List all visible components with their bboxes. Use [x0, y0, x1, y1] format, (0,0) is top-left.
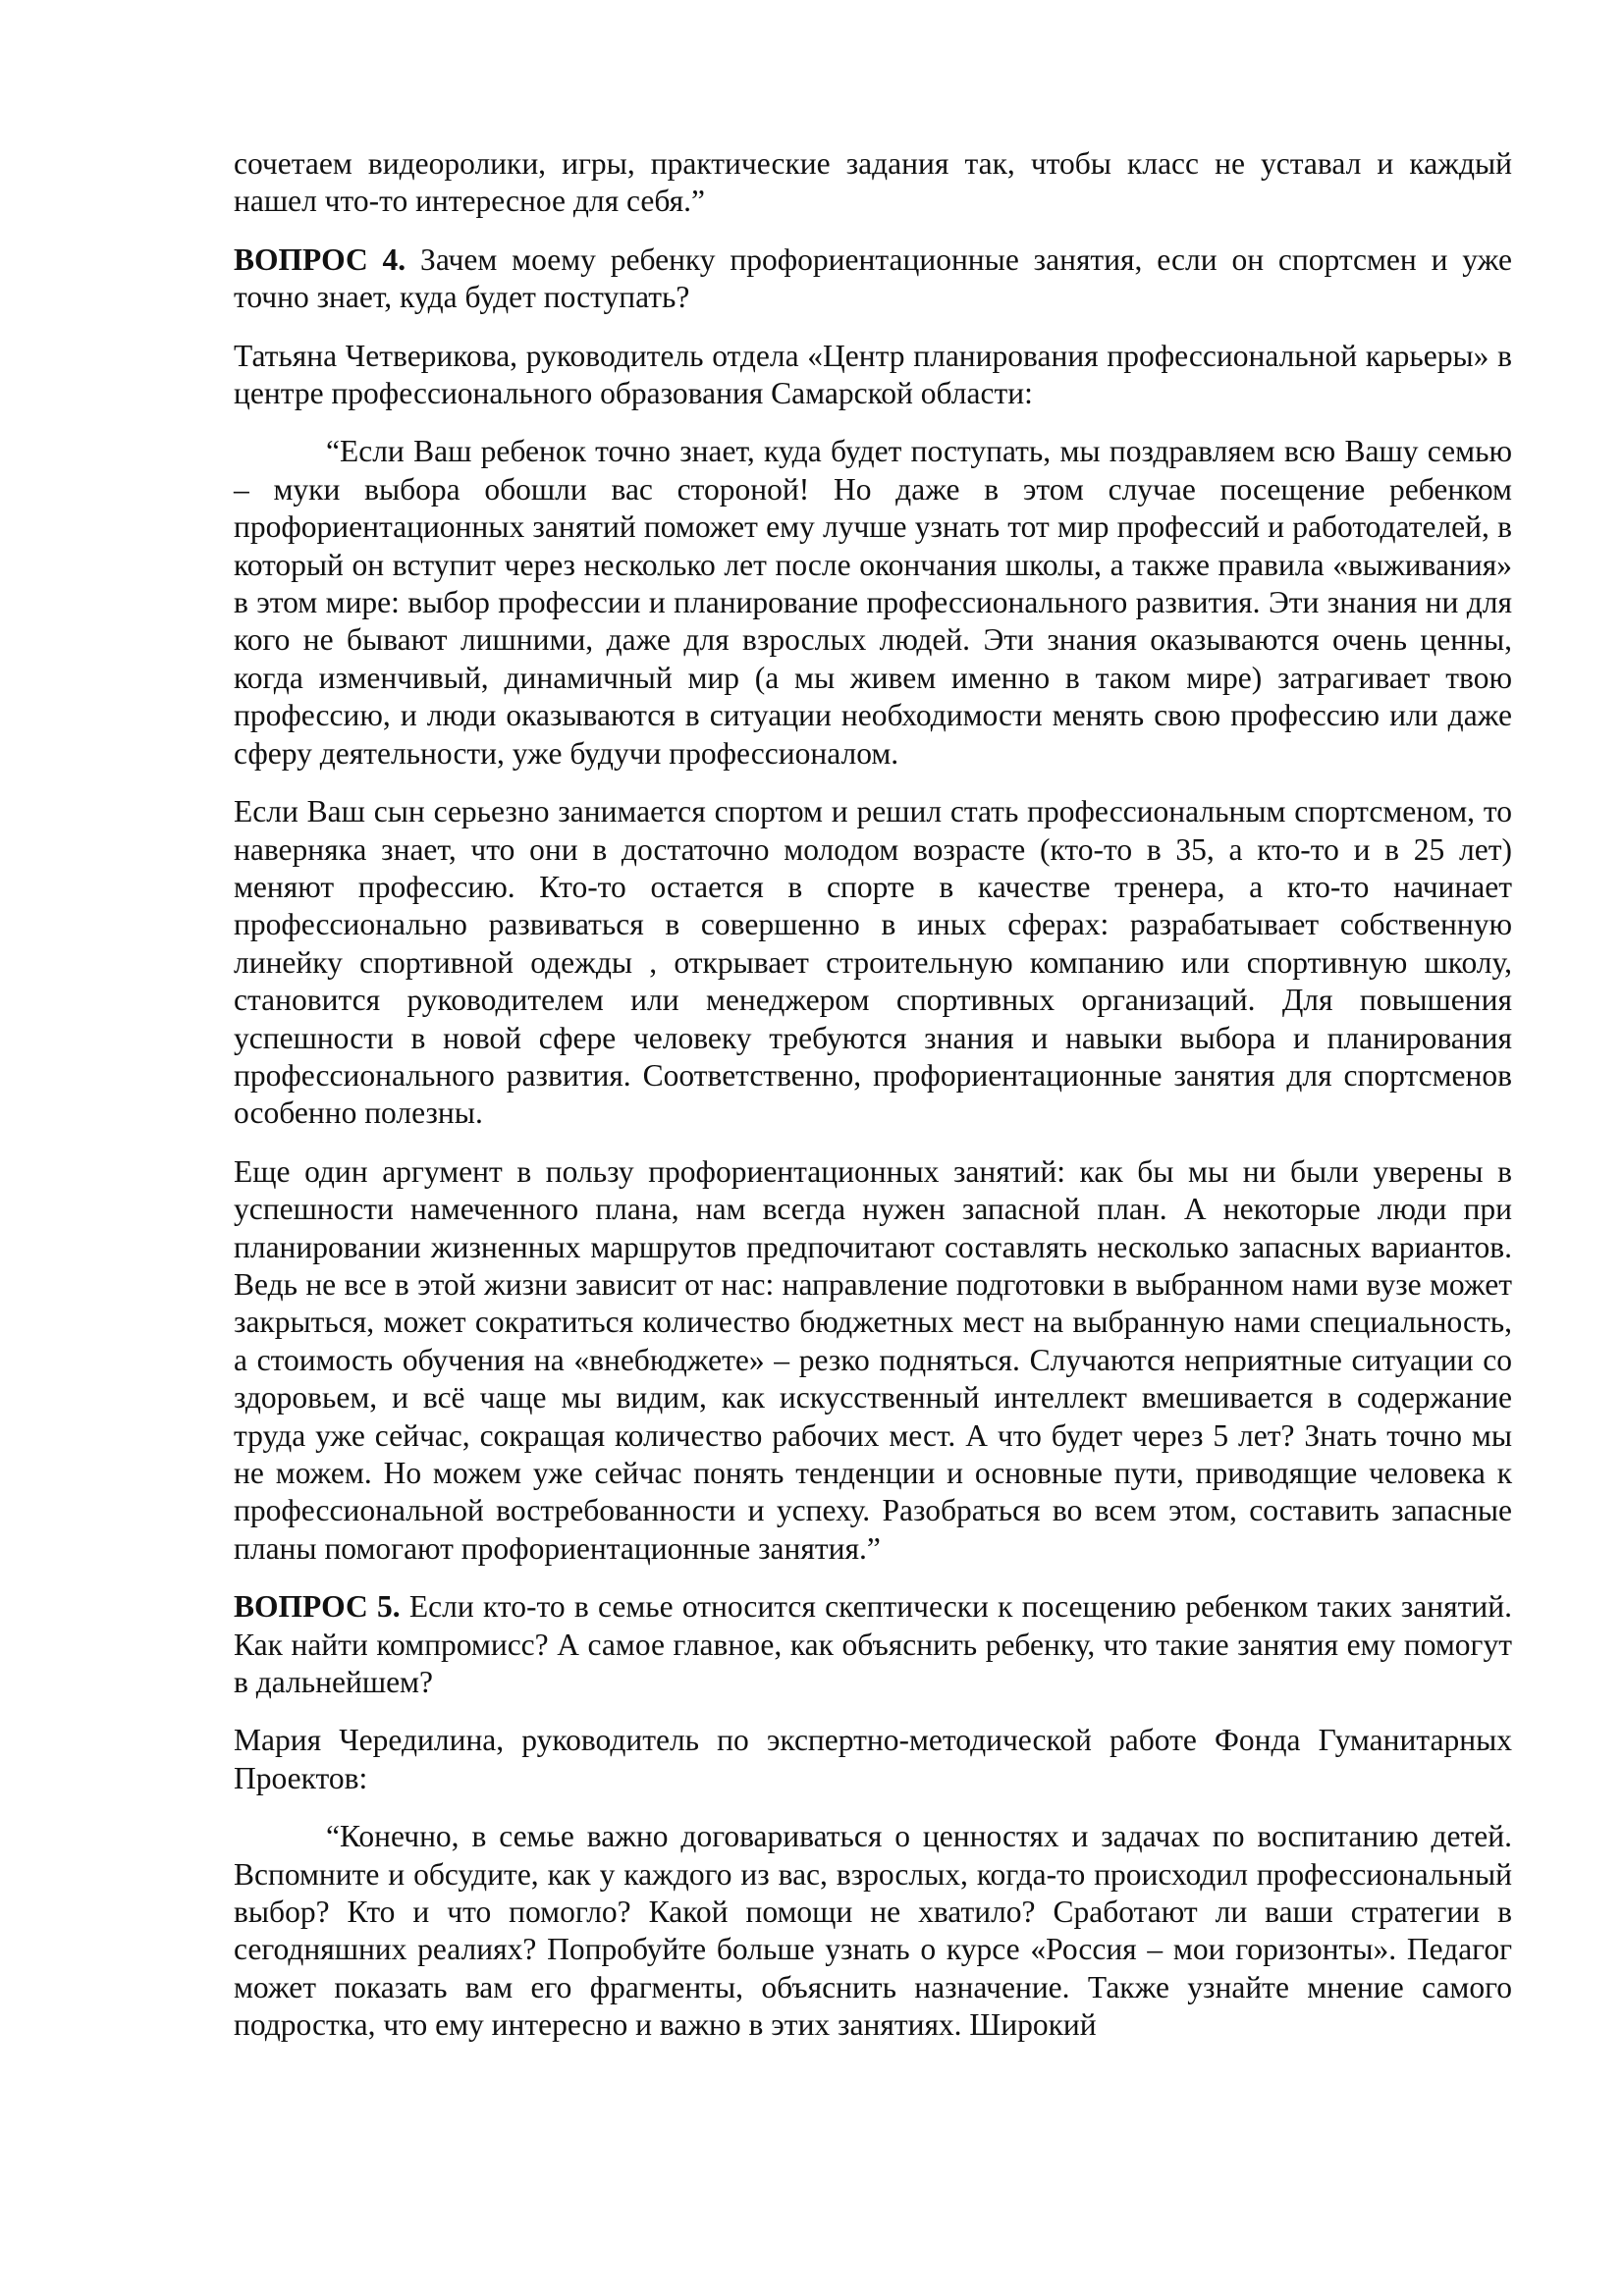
answer-4-paragraph-2: Если Ваш сын серьезно занимается спортом и решил стать профессиональным спортсменом, то наверняка знает, что они в достаточно молодом возрасте (кто-то в 35, а кто-то и в 25 лет) меняют профессию. Кто-то остается в спорте в качестве тренера, а кто-то начинает профессионально развиваться в совершенно в иных сферах: разрабатывает собственную линейку спортивной одежды , открывает строительную компанию или спортивную школу, становится руководителем или менеджером спортивных организаций. Для повышения успешности в новой сфере человеку требуются знания и навыки выбора и планирования профессионального развития. Соответственно, профориентационные занятия для спортсменов особенно полезны. [234, 794, 1512, 1131]
paragraph-continuation: сочетаем видеоролики, игры, практические задания так, чтобы класс не уставал и каждый нашел что-то интересное для себя.” [234, 146, 1512, 219]
question-4-label: ВОПРОС 4. [234, 241, 406, 277]
answer-4-paragraph-1: “Если Ваш ребенок точно знает, куда будет поступать, мы поздравляем всю Вашу семью – муки выбора обошли вас стороной! Но даже в этом случае посещение ребенком профориентационных занятий поможет ему лучше узнать тот мир профессий и работодателей, в который он вступит через несколько лет после окончания школы, а также правила «выживания» в этом мире: выбор профессии и планирование профессионального развития. Эти знания ни для кого не бывают лишними, даже для взрослых людей. Эти знания оказываются очень ценны, когда изменчивый, динамичный мир (а мы живем именно в таком мире) затрагивает твою профессию, и люди оказываются в ситуации необходимости менять свою профессию или даже сферу деятельности, уже будучи профессионалом. [234, 434, 1512, 771]
speaker-5: Мария Чередилина, руководитель по экспертно-методической работе Фонда Гуманитарных Проектов: [234, 1723, 1512, 1795]
question-5 [234, 1588, 1512, 1701]
page-body [234, 145, 1512, 2065]
question-4 [234, 241, 1512, 317]
question-5-label: ВОПРОС 5. [234, 1589, 401, 1625]
question-5-text: Если кто-то в семье относится скептически к посещению ребенком таких занятий. Как найти компромисс? А самое главное, как объяснить ребенку, что такие занятия ему помогут в дальнейшем? [234, 1589, 1512, 1700]
answer-4-paragraph-3: Еще один аргумент в пользу профориентационных занятий: как бы мы ни были уверены в успешности намеченного плана, нам всегда нужен запасной план. А некоторые люди при планировании жизненных маршрутов предпочитают составлять несколько запасных вариантов. Ведь не все в этой жизни зависит от нас: направление подготовки в выбранном нами вузе может закрыться, может сократиться количество бюджетных мест на выбранную нами специальность, а стоимость обучения на «внебюджете» – резко подняться. Случаются неприятные ситуации со здоровьем, и всё чаще мы видим, как искусственный интеллект вмешивается в содержание труда уже сейчас, сокращая количество рабочих мест. А что будет через 5 лет? Знать точно мы не можем. Но можем уже сейчас понять тенденции и основные пути, приводящие человека к профессиональной востребованности и успеху. Разобраться во всем этом, составить запасные планы помогают профориентационные занятия.” [234, 1153, 1512, 1566]
answer-5-paragraph-1: “Конечно, в семье важно договариваться о ценностях и задачах по воспитанию детей. Вспомните и обсудите, как у каждого из вас, взрослых, когда-то происходил профессиональный выбор? Кто и что помогло? Какой помощи не хватило? Сработают ли ваши стратегии в сегодняшних реалиях? Попробуйте больше узнать о курсе «Россия – мои горизонты». Педагог может показать вам его фрагменты, объяснить назначение. Также узнайте мнение самого подростка, что ему интересно и важно в этих занятиях. Широкий [234, 1819, 1512, 2043]
question-4-text: Зачем моему ребенку профориентационные занятия, если он спортсмен и уже точно знает, куда будет поступать? [234, 241, 1512, 315]
speaker-4: Татьяна Четверикова, руководитель отдела «Центр планирования профессиональной карьеры» в центре профессионального образования Самарской области: [234, 338, 1512, 411]
